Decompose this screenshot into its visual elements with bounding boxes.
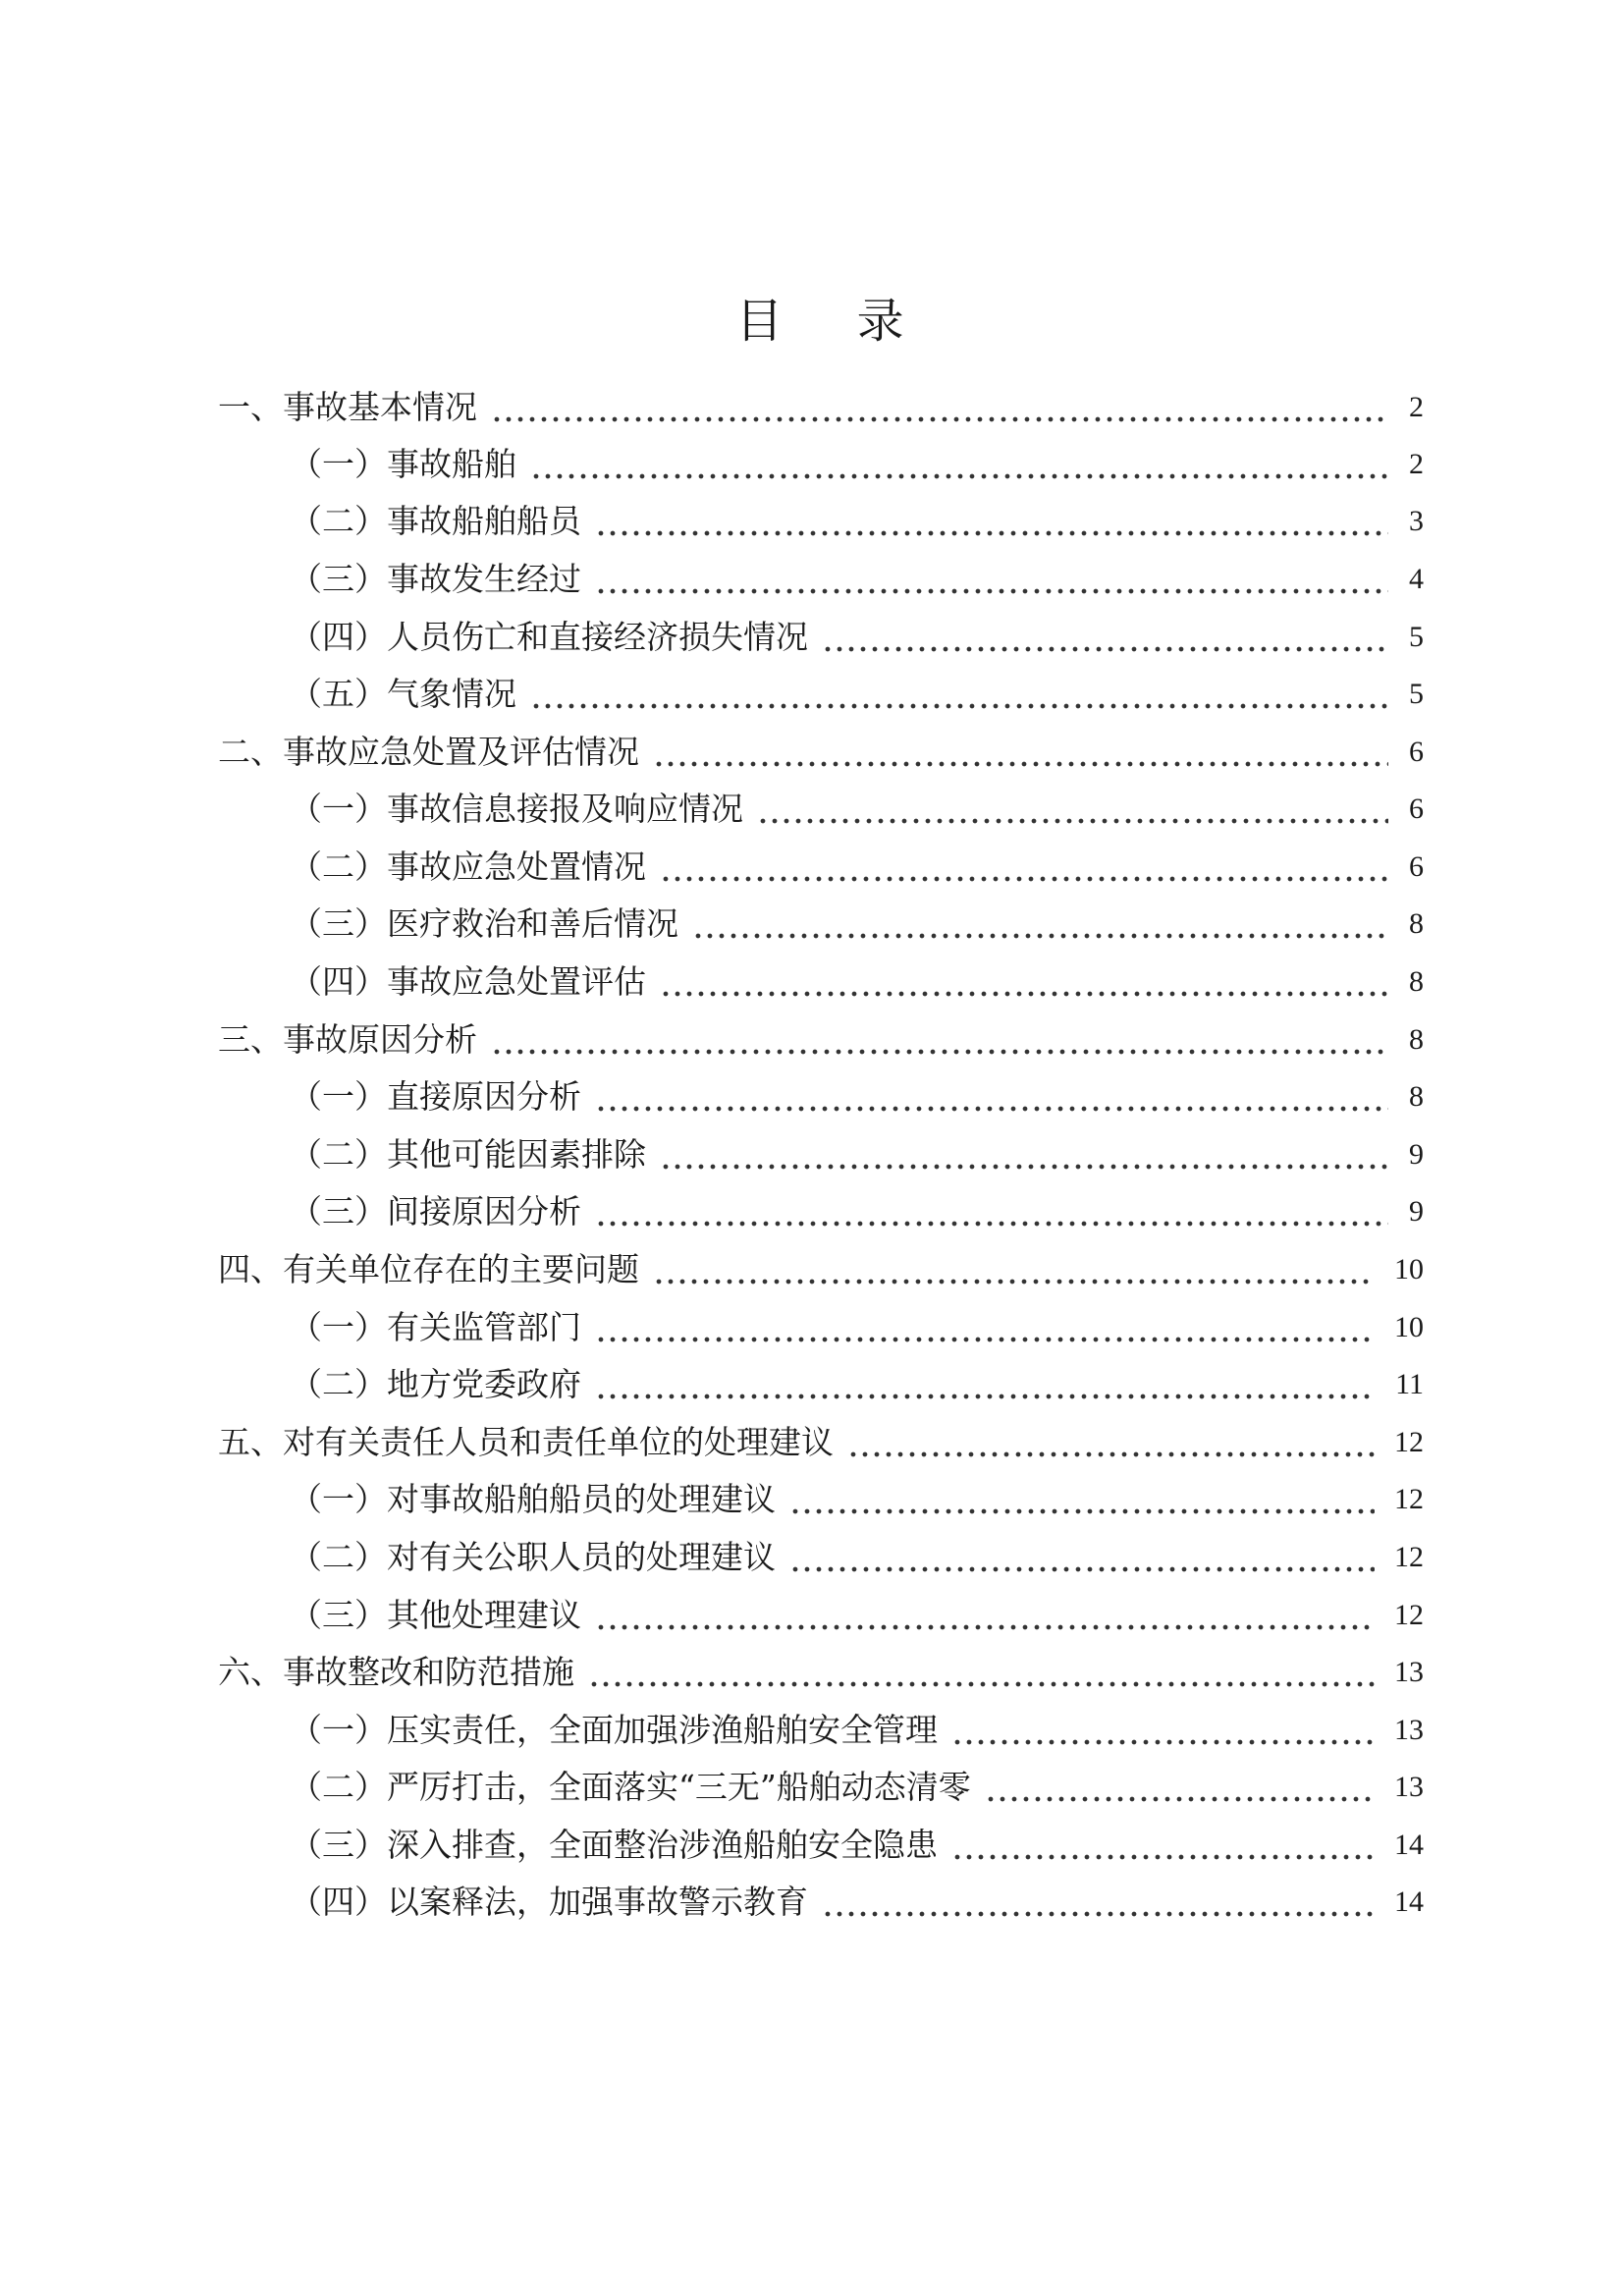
toc-entry-section[interactable] bbox=[218, 730, 1424, 775]
toc-entry-title: （四）人员伤亡和直接经济损失情况 bbox=[290, 618, 808, 656]
toc-entry-subsection[interactable] bbox=[290, 499, 1424, 544]
toc-leader-dots bbox=[660, 989, 1388, 999]
toc-page-number: 9 bbox=[1409, 1138, 1424, 1171]
toc-entry-section[interactable] bbox=[218, 1420, 1424, 1465]
toc-entry-title: 二、事故应急处置及评估情况 bbox=[218, 733, 639, 771]
toc-page-number: 12 bbox=[1394, 1426, 1424, 1458]
toc-leader-dots bbox=[653, 1277, 1375, 1286]
toc-page-number: 2 bbox=[1409, 391, 1424, 423]
toc-entry-subsection[interactable] bbox=[290, 1880, 1424, 1925]
toc-page-number: 13 bbox=[1394, 1771, 1424, 1803]
toc-page-number: 13 bbox=[1394, 1714, 1424, 1746]
toc-entry-title: （一）直接原因分析 bbox=[290, 1077, 581, 1116]
toc-leader-dots bbox=[595, 586, 1388, 596]
toc-leader-dots bbox=[530, 701, 1388, 711]
toc-entry-title: 一、事故基本情况 bbox=[218, 388, 477, 426]
toc-page-number: 6 bbox=[1409, 736, 1424, 768]
toc-entry-subsection[interactable] bbox=[290, 845, 1424, 890]
toc-entry-title: （二）严厉打击，全面落实“三无”船舶动态清零 bbox=[290, 1768, 971, 1806]
toc-leader-dots bbox=[595, 1104, 1388, 1114]
toc-entry-title: （一）事故信息接报及响应情况 bbox=[290, 790, 743, 828]
toc-leader-dots bbox=[491, 414, 1388, 424]
toc-entry-subsection[interactable] bbox=[290, 1074, 1424, 1120]
toc-page-number: 11 bbox=[1395, 1368, 1424, 1400]
toc-leader-dots bbox=[660, 1162, 1388, 1172]
toc-leader-dots bbox=[822, 644, 1388, 654]
toc-page-number: 10 bbox=[1394, 1311, 1424, 1343]
toc-leader-dots bbox=[847, 1449, 1375, 1459]
toc-entry-subsection[interactable] bbox=[290, 1535, 1424, 1580]
toc-entry-title: （三）深入排查，全面整治涉渔船舶安全隐患 bbox=[290, 1826, 938, 1864]
toc-entry-title: （四）以案释法，加强事故警示教育 bbox=[290, 1883, 808, 1921]
toc-entry-title: 四、有关单位存在的主要问题 bbox=[218, 1250, 639, 1288]
toc-leader-dots bbox=[595, 1392, 1376, 1401]
toc-entry-title: （二）其他可能因素排除 bbox=[290, 1135, 646, 1174]
toc-entry-title: （一）对事故船舶船员的处理建议 bbox=[290, 1480, 776, 1518]
toc-entry-subsection[interactable] bbox=[290, 902, 1424, 947]
toc-leader-dots bbox=[789, 1506, 1375, 1516]
toc-page-number: 4 bbox=[1409, 563, 1424, 595]
toc-leader-dots bbox=[757, 816, 1388, 826]
toc-entry-title: （二）事故应急处置情况 bbox=[290, 847, 646, 886]
toc-entry-section[interactable] bbox=[218, 385, 1424, 430]
toc-leader-dots bbox=[595, 1219, 1388, 1229]
toc-page-number: 8 bbox=[1409, 907, 1424, 940]
toc-entry-title: （三）其他处理建议 bbox=[290, 1596, 581, 1634]
toc-leader-dots bbox=[822, 1909, 1375, 1919]
toc-page-number: 8 bbox=[1409, 965, 1424, 998]
toc-leader-dots bbox=[491, 1047, 1388, 1057]
toc-entry-title: （五）气象情况 bbox=[290, 675, 516, 713]
toc-title: 目 录 bbox=[735, 294, 934, 349]
toc-entry-subsection[interactable] bbox=[290, 1132, 1424, 1177]
toc-entry-title: 五、对有关责任人员和责任单位的处理建议 bbox=[218, 1423, 834, 1461]
toc-page-number: 10 bbox=[1394, 1253, 1424, 1285]
toc-entry-title: （二）对有关公职人员的处理建议 bbox=[290, 1538, 776, 1576]
toc-entry-subsection[interactable] bbox=[290, 787, 1424, 832]
toc-entry-subsection[interactable] bbox=[290, 1708, 1424, 1753]
toc-leader-dots bbox=[595, 528, 1388, 538]
toc-entry-title: （一）压实责任，全面加强涉渔船舶安全管理 bbox=[290, 1711, 938, 1749]
toc-entry-subsection[interactable] bbox=[290, 1305, 1424, 1350]
toc-leader-dots bbox=[789, 1564, 1375, 1574]
toc-leader-dots bbox=[951, 1852, 1375, 1862]
toc-entry-subsection[interactable] bbox=[290, 672, 1424, 717]
toc-page-number: 6 bbox=[1409, 793, 1424, 825]
toc-entry-title: 六、事故整改和防范措施 bbox=[218, 1653, 574, 1691]
toc-page-number: 2 bbox=[1409, 448, 1424, 480]
toc-leader-dots bbox=[660, 874, 1388, 884]
toc-page-number: 14 bbox=[1394, 1886, 1424, 1918]
toc-leader-dots bbox=[653, 759, 1388, 769]
toc-page-number: 9 bbox=[1409, 1195, 1424, 1228]
toc-leader-dots bbox=[595, 1622, 1375, 1632]
toc-entry-title: （一）有关监管部门 bbox=[290, 1308, 581, 1346]
toc-entry-subsection[interactable] bbox=[290, 615, 1424, 660]
toc-leader-dots bbox=[951, 1737, 1375, 1747]
toc-page-number: 5 bbox=[1409, 621, 1424, 653]
toc-entry-title: （二）地方党委政府 bbox=[290, 1365, 581, 1403]
toc-entry-subsection[interactable] bbox=[290, 1477, 1424, 1522]
toc-entry-subsection[interactable] bbox=[290, 1823, 1424, 1868]
toc-entry-subsection[interactable] bbox=[290, 1765, 1424, 1810]
toc-page-number: 12 bbox=[1394, 1483, 1424, 1515]
toc-entry-title: （三）间接原因分析 bbox=[290, 1192, 581, 1230]
toc-entry-subsection[interactable] bbox=[290, 1593, 1424, 1638]
toc-page-number: 13 bbox=[1394, 1656, 1424, 1688]
toc-entry-title: （一）事故船舶 bbox=[290, 445, 516, 483]
toc-page-number: 14 bbox=[1394, 1829, 1424, 1861]
toc-entry-subsection[interactable] bbox=[290, 1362, 1424, 1407]
toc-entry-section[interactable] bbox=[218, 1247, 1424, 1292]
toc-page-number: 5 bbox=[1409, 678, 1424, 710]
toc-entry-subsection[interactable] bbox=[290, 557, 1424, 602]
toc-entry-title: （三）医疗救治和善后情况 bbox=[290, 904, 678, 943]
toc-entry-subsection[interactable] bbox=[290, 959, 1424, 1005]
toc-entry-section[interactable] bbox=[218, 1017, 1424, 1063]
toc-page-number: 6 bbox=[1409, 850, 1424, 883]
toc-entry-section[interactable] bbox=[218, 1650, 1424, 1695]
toc-entry-title: （三）事故发生经过 bbox=[290, 560, 581, 598]
toc-leader-dots bbox=[692, 931, 1388, 941]
toc-leader-dots bbox=[530, 471, 1388, 481]
toc-leader-dots bbox=[595, 1335, 1375, 1344]
toc-entry-subsection[interactable] bbox=[290, 442, 1424, 487]
toc-entry-title: （二）事故船舶船员 bbox=[290, 502, 581, 540]
toc-entry-title: 三、事故原因分析 bbox=[218, 1020, 477, 1059]
toc-page-number: 8 bbox=[1409, 1023, 1424, 1056]
toc-page-number: 3 bbox=[1409, 505, 1424, 537]
toc-page-number: 12 bbox=[1394, 1599, 1424, 1631]
toc-entry-subsection[interactable] bbox=[290, 1189, 1424, 1234]
toc-entry-title: （四）事故应急处置评估 bbox=[290, 962, 646, 1001]
toc-page-number: 12 bbox=[1394, 1541, 1424, 1573]
toc-leader-dots bbox=[985, 1794, 1375, 1804]
toc-leader-dots bbox=[588, 1679, 1375, 1689]
toc-page-number: 8 bbox=[1409, 1080, 1424, 1113]
